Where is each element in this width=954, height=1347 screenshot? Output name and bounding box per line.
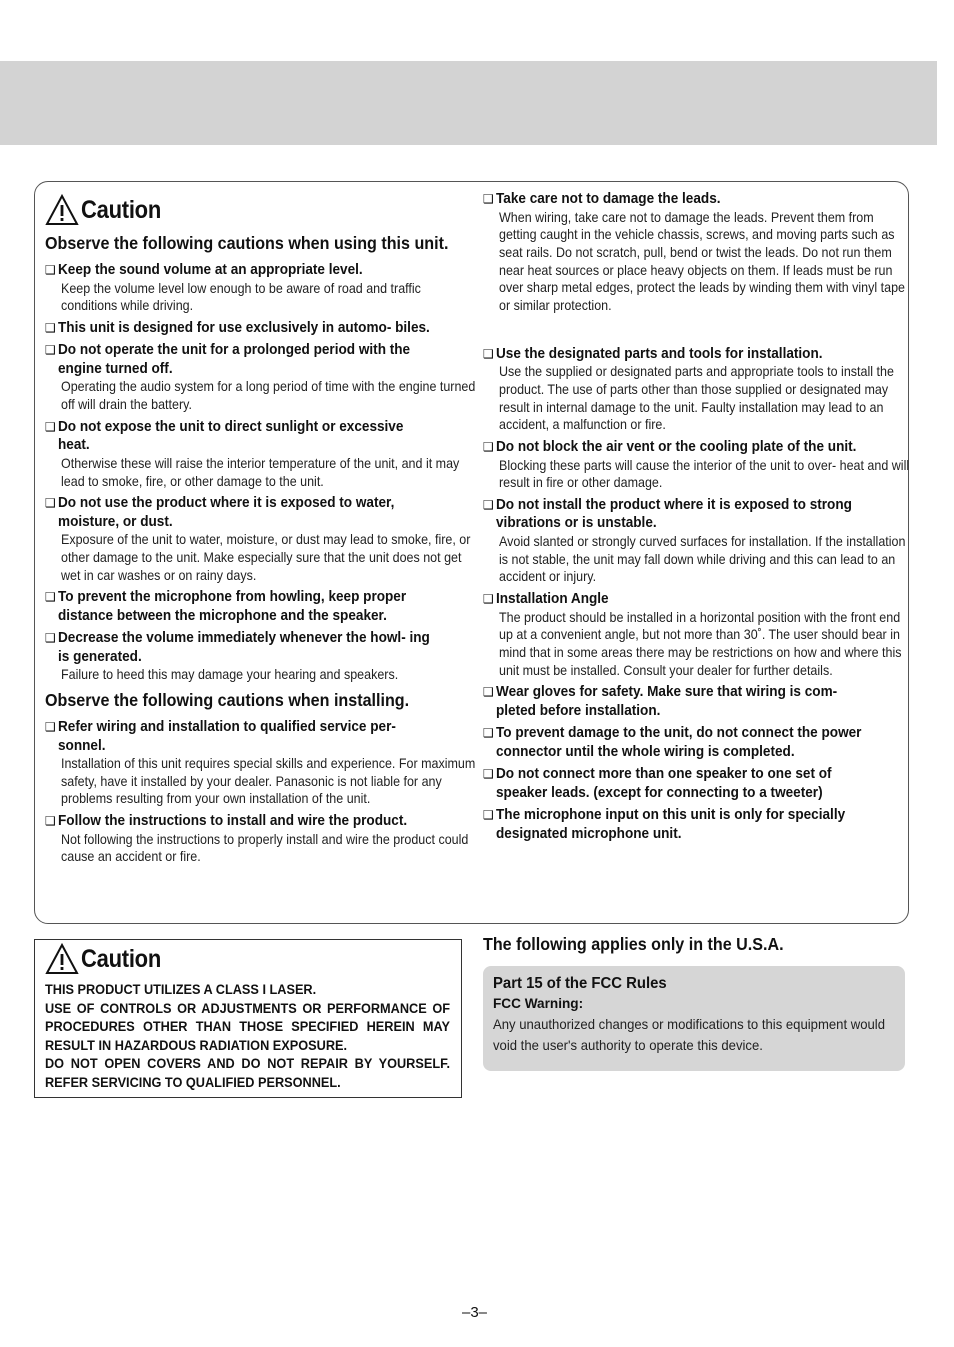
fcc-box	[483, 966, 905, 1071]
checkbox-bullet-icon: ❑	[483, 346, 494, 361]
list-item	[45, 812, 469, 866]
checkbox-bullet-icon: ❑	[483, 808, 494, 823]
item-heading-text: Wear gloves for safety. Make sure that wiring is com- pleted before installation.	[496, 684, 838, 719]
item-heading	[483, 496, 901, 533]
list-item	[483, 190, 905, 315]
item-body: Failure to heed this may damage your hearing and speakers.	[61, 667, 399, 683]
list-item	[45, 418, 463, 490]
item-heading-text: Do not install the product where it is exposed to strong vibrations or is unstable.	[496, 496, 852, 532]
items-installing-list	[45, 718, 476, 866]
checkbox-bullet-icon: ❑	[483, 192, 494, 206]
item-heading	[45, 319, 463, 338]
item-heading-text: Do not connect more than one speaker to one set of speaker leads. (except for connecting to a tweeter)	[496, 766, 832, 801]
checkbox-bullet-icon: ❑	[483, 767, 494, 782]
item-body: Exposure of the unit to water, moisture, or dust may lead to smoke, fire, or other damage to the unit. Make especially sure that the unit does not get wet in car washes or on rainy days.	[61, 532, 471, 583]
caution-right-column	[483, 190, 910, 847]
list-item	[483, 345, 901, 434]
item-heading-text: Follow the instructions to install and wire the product.	[58, 813, 408, 830]
list-item	[483, 724, 901, 761]
item-heading	[45, 718, 463, 755]
item-heading	[483, 765, 901, 802]
checkbox-bullet-icon: ❑	[483, 685, 494, 700]
item-heading	[45, 494, 463, 531]
list-item	[45, 629, 463, 684]
item-heading	[483, 438, 901, 457]
item-heading-text: Use the designated parts and tools for installation.	[496, 345, 823, 362]
laser-caution-heading	[45, 942, 451, 976]
list-item	[483, 683, 901, 720]
list-item	[45, 588, 463, 625]
checkbox-bullet-icon: ❑	[45, 320, 56, 335]
list-item	[45, 319, 463, 338]
checkbox-bullet-icon: ❑	[45, 343, 56, 358]
item-heading-text: Installation Angle	[496, 591, 609, 608]
item-heading	[45, 812, 463, 831]
list-item	[45, 261, 463, 315]
checkbox-bullet-icon: ❑	[45, 720, 56, 735]
fcc-title: Part 15 of the FCC Rules	[493, 975, 667, 992]
list-item	[483, 806, 901, 843]
laser-caution-title: Caution	[81, 944, 162, 973]
page-number: –3–	[462, 1304, 488, 1321]
list-item	[483, 590, 901, 679]
checkbox-bullet-icon: ❑	[45, 814, 56, 829]
list-item	[483, 765, 901, 802]
item-heading	[45, 261, 463, 280]
list-item	[45, 494, 471, 584]
caution-title: Caution	[81, 195, 162, 224]
item-heading-text: Do not block the air vent or the cooling plate of the unit.	[496, 439, 857, 456]
checkbox-bullet-icon: ❑	[483, 440, 494, 455]
checkbox-bullet-icon: ❑	[483, 592, 494, 607]
fcc-warning-label: FCC Warning:	[493, 996, 584, 1011]
item-heading	[45, 629, 463, 666]
item-heading	[483, 724, 901, 761]
checkbox-bullet-icon: ❑	[483, 497, 494, 512]
item-body: The product should be installed in a horizontal position with the front end up at a convenient angle, but not more than 30˚. The user should bear in mind that in some areas there may be restrictions on how and where this unit must be installed. Consult your dealer for further details.	[499, 609, 902, 678]
fcc-body: Any unauthorized changes or modifications to this equipment would void the user's authority to operate this device.	[493, 1017, 885, 1053]
item-body: Otherwise these will raise the interior temperature of the unit, and it may lead to smoke, fire, or other damage to the unit.	[61, 455, 460, 489]
checkbox-bullet-icon: ❑	[45, 419, 56, 434]
caution-heading	[45, 193, 463, 227]
item-body: Keep the volume level low enough to be aware of road and traffic conditions while driving.	[61, 280, 421, 314]
item-heading-text: Keep the sound volume at an appropriate level.	[58, 262, 363, 278]
subhead-using: Observe the following cautions when using this unit.	[45, 233, 449, 253]
warning-triangle-icon	[45, 194, 79, 226]
subhead-installing: Observe the following cautions when installing.	[45, 690, 410, 711]
laser-line-3: DO NOT OPEN COVERS AND DO NOT REPAIR BY YOURSELF. REFER SERVICING TO QUALIFIED PERSONNEL.	[45, 1056, 450, 1090]
item-heading	[483, 590, 901, 609]
items-using-list	[45, 261, 476, 684]
item-body: Blocking these parts will cause the interior of the unit to over- heat and will result in fire or other damage.	[499, 457, 910, 491]
item-heading-text: Decrease the volume immediately whenever the howl- ing is generated.	[58, 630, 430, 665]
caution-left-column	[45, 193, 476, 870]
laser-caution-box	[34, 939, 462, 1098]
item-body: Operating the audio system for a long period of time with the engine turned off will drain the battery.	[61, 379, 476, 413]
item-heading	[483, 190, 901, 209]
item-heading	[483, 806, 901, 843]
item-heading-text: Do not use the product where it is exposed to water, moisture, or dust.	[58, 495, 395, 530]
list-item	[483, 496, 906, 586]
item-heading	[45, 341, 463, 378]
checkbox-bullet-icon: ❑	[45, 590, 56, 605]
item-heading	[483, 683, 901, 720]
checkbox-bullet-icon: ❑	[45, 496, 56, 511]
list-item	[483, 438, 910, 492]
item-heading-text: Refer wiring and installation to qualified service per- sonnel.	[58, 719, 396, 754]
item-body: Installation of this unit requires special skills and experience. For maximum safety, have it installed by your dealer. Panasonic is not liable for any problems resulting from your own installation of the unit.	[61, 756, 476, 807]
items-right-list	[483, 190, 910, 843]
item-body: Use the supplied or designated parts and appropriate tools to install the product. The use of parts other than those supplied or designated may result in internal damage to the unit. Faulty installation may lead to an accident, a malfunction or fire.	[499, 364, 894, 433]
warning-triangle-icon	[45, 943, 79, 975]
laser-line-2: USE OF CONTROLS OR ADJUSTMENTS OR PERFORMANCE OF PROCEDURES OTHER THAN THOSE SPECIFIED HEREIN MAY RESULT IN HAZARDOUS RADIATION EXPOSURE.	[45, 1000, 450, 1053]
item-heading-text: Do not operate the unit for a prolonged period with the engine turned off.	[58, 342, 411, 377]
item-heading-text: Take care not to damage the leads.	[496, 191, 721, 207]
item-body: Avoid slanted or strongly curved surfaces for installation. If the installation is not stable, the unit may fall down while driving and this can lead to an accident or injury.	[499, 533, 906, 585]
checkbox-bullet-icon: ❑	[45, 631, 56, 646]
item-heading-text: Do not expose the unit to direct sunlight or excessive heat.	[58, 418, 404, 454]
laser-text	[45, 981, 450, 1093]
usa-heading: The following applies only in the U.S.A.	[483, 934, 784, 954]
item-heading-text: To prevent damage to the unit, do not connect the power connector until the whole wiring is completed.	[496, 725, 862, 760]
item-heading-text: The microphone input on this unit is only for specially designated microphone unit.	[496, 807, 846, 842]
checkbox-bullet-icon: ❑	[45, 263, 56, 277]
list-item	[45, 718, 476, 808]
laser-line-1: THIS PRODUCT UTILIZES A CLASS I LASER.	[45, 982, 317, 997]
item-heading-text: This unit is designed for use exclusively in automo- biles.	[58, 319, 430, 336]
item-heading	[45, 588, 463, 625]
item-heading	[483, 345, 901, 364]
item-body: Not following the instructions to properly install and wire the product could cause an accident or fire.	[61, 831, 469, 865]
list-item	[45, 341, 476, 413]
checkbox-bullet-icon: ❑	[483, 726, 494, 741]
header-band	[0, 61, 937, 145]
item-body: When wiring, take care not to damage the leads. Prevent them from getting caught in the vehicle chassis, screws, and moving parts such as seat rails. Do not scratch, pull, bend or twist the leads. Do not run them near heat sources or place heavy objects on them. If leads must be run over sharp metal edges, protect the leads by winding them with vinyl tape or similar protection.	[499, 209, 905, 314]
item-heading	[45, 418, 463, 455]
item-heading-text: To prevent the microphone from howling, keep proper distance between the microphone and the speaker.	[58, 589, 407, 624]
